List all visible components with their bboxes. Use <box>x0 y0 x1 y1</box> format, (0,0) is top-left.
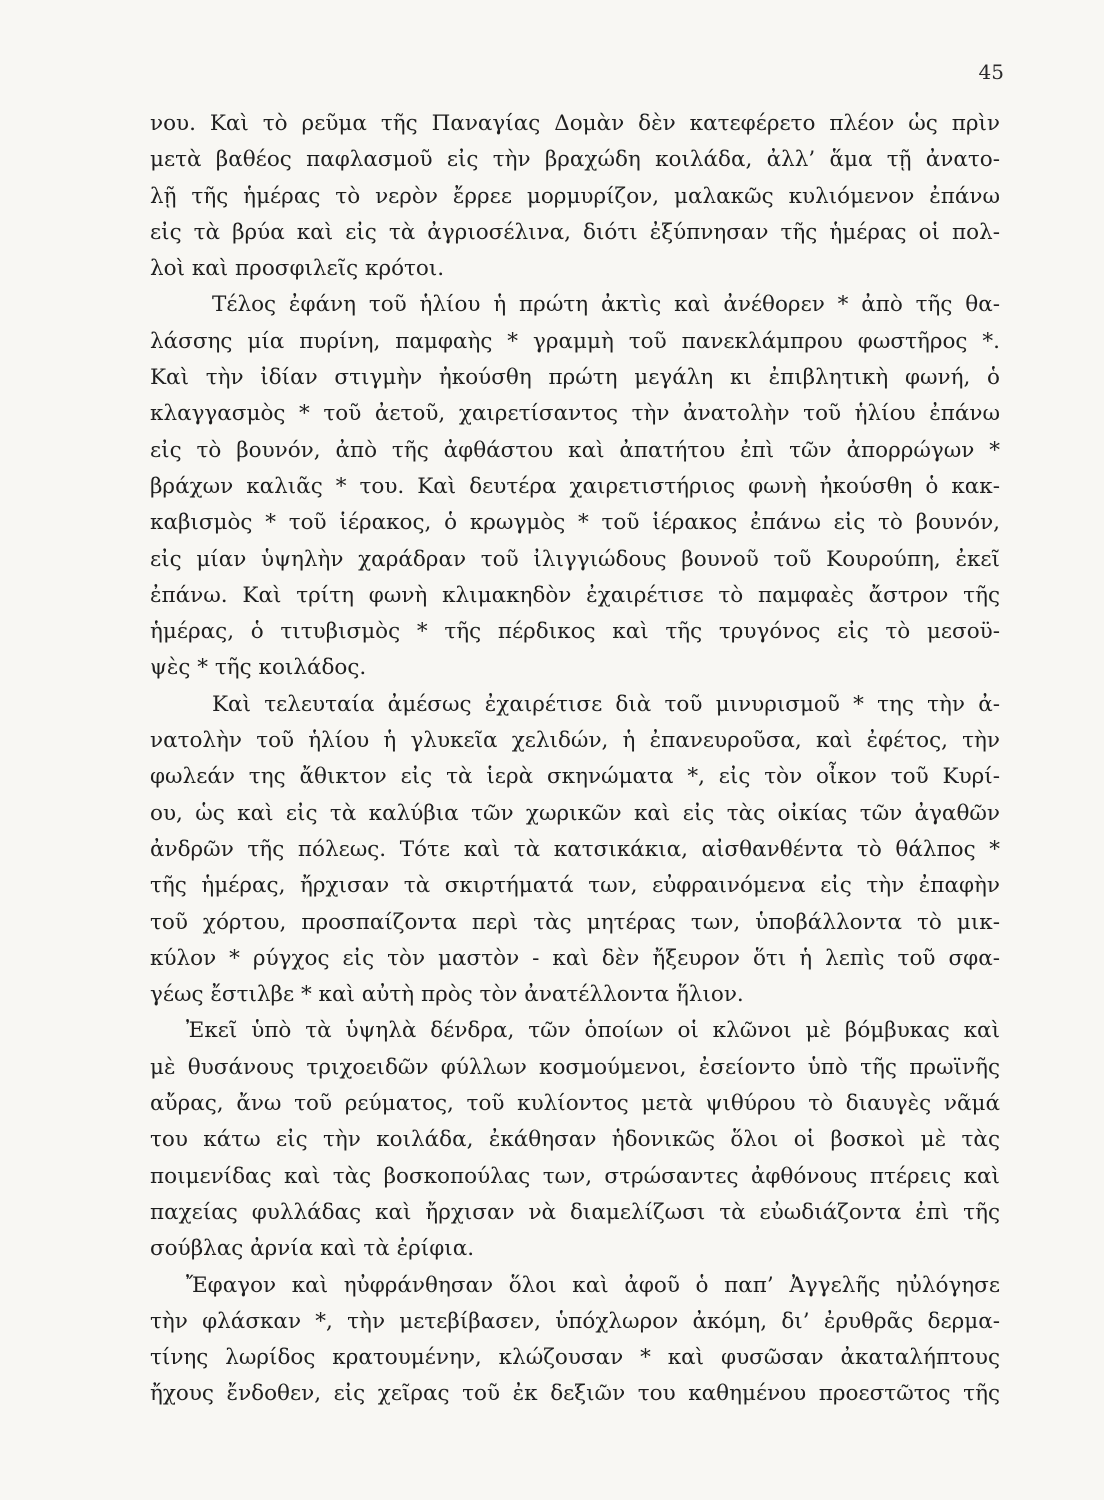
paragraph <box>150 106 1000 287</box>
text-line: εἰς τὸ βουνόν, ἀπὸ τῆς ἀφθάστου καὶ ἀπατήτου ἐπὶ τῶν ἀπορρώγων * <box>150 437 1000 463</box>
text-line: αὔρας, ἄνω τοῦ ρεύματος, τοῦ κυλίοντος μετὰ ψιθύρου τὸ διαυγὲς νᾶμά <box>150 1091 1000 1117</box>
text-line: φωλεάν της ἄθικτον εἰς τὰ ἱερὰ σκηνώματα *, εἰς τὸν οἶκον τοῦ Κυρί- <box>150 764 1000 790</box>
text-line: ου, ὡς καὶ εἰς τὰ καλύβια τῶν χωρικῶν καὶ εἰς τὰς οἰκίας τῶν ἀγαθῶν <box>150 800 1000 826</box>
text-line: ἀνδρῶν τῆς πόλεως. Τότε καὶ τὰ κατσικάκια, αἰσθανθέντα τὸ θάλπος * <box>150 836 1000 862</box>
text-line: εἰς τὰ βρύα καὶ εἰς τὰ ἀγριοσέλινα, διότι ἐξύπνησαν τῆς ἡμέρας οἱ πολ- <box>150 219 1000 245</box>
text-line: καβισμὸς * τοῦ ἱέρακος, ὁ κρωγμὸς * τοῦ ἱέρακος ἐπάνω εἰς τὸ βουνόν, <box>150 510 1000 536</box>
text-line: λῇ τῆς ἡμέρας τὸ νερὸν ἔρρεε μορμυρίζον, μαλακῶς κυλιόμενον ἐπάνω <box>150 183 1000 209</box>
text-line: Ἐκεῖ ὑπὸ τὰ ὑψηλὰ δένδρα, τῶν ὁποίων οἱ κλῶνοι μὲ βόμβυκας καὶ <box>186 1018 1000 1044</box>
page-number: 45 <box>978 60 1004 84</box>
paragraph <box>150 687 1000 1014</box>
text-line: ποιμενίδας καὶ τὰς βοσκοπούλας των, στρώσαντες ἀφθόνους πτέρεις καὶ <box>150 1163 1000 1189</box>
text-line: παχείας φυλλάδας καὶ ἤρχισαν νὰ διαμελίζωσι τὰ εὐωδιάζοντα ἐπὶ τῆς <box>150 1199 1000 1225</box>
text-line: ἡμέρας, ὁ τιτυβισμὸς * τῆς πέρδικος καὶ τῆς τρυγόνος εἰς τὸ μεσοϋ- <box>150 619 1000 645</box>
paragraph <box>150 1013 1000 1267</box>
text-line: ἤχους ἔνδοθεν, εἰς χεῖρας τοῦ ἐκ δεξιῶν του καθημένου προεστῶτος τῆς <box>150 1381 1000 1407</box>
text-line: μετὰ βαθέος παφλασμοῦ εἰς τὴν βραχώδη κοιλάδα, ἀλλ’ ἅμα τῇ ἀνατο- <box>150 147 1000 173</box>
text-line: κλαγγασμὸς * τοῦ ἀετοῦ, χαιρετίσαντος τὴν ἀνατολὴν τοῦ ἡλίου ἐπάνω <box>150 401 1000 427</box>
text-line: Καὶ τελευταία ἀμέσως ἐχαιρέτισε διὰ τοῦ μινυρισμοῦ * της τὴν ἀ- <box>212 691 1000 717</box>
text-line: λάσσης μία πυρίνη, παμφαὴς * γραμμὴ τοῦ πανεκλάμπρου φωστῆρος *. <box>150 328 1000 354</box>
text-line: ψὲς * τῆς κοιλάδος. <box>150 655 367 681</box>
text-line: Ἔφαγον καὶ ηὐφράνθησαν ὅλοι καὶ ἀφοῦ ὁ παπ’ Ἀγγελῆς ηὐλόγησε <box>186 1272 1000 1298</box>
text-line: του κάτω εἰς τὴν κοιλάδα, ἐκάθησαν ἡδονικῶς ὅλοι οἱ βοσκοὶ μὲ τὰς <box>150 1127 1000 1153</box>
text-line: Τέλος ἐφάνη τοῦ ἡλίου ἡ πρώτη ἀκτὶς καὶ ἀνέθορεν * ἀπὸ τῆς θα- <box>212 292 1000 318</box>
text-line: λοὶ καὶ προσφιλεῖς κρότοι. <box>150 256 445 282</box>
text-line: τὴν φλάσκαν *, τὴν μετεβίβασεν, ὑπόχλωρον ἀκόμη, δι’ ἐρυθρᾶς δερμα- <box>150 1308 1000 1334</box>
text-line: μὲ θυσάνους τριχοειδῶν φύλλων κοσμούμενοι, ἐσείοντο ὑπὸ τῆς πρωϊνῆς <box>150 1054 1000 1080</box>
text-line: βράχων καλιᾶς * του. Καὶ δευτέρα χαιρετιστήριος φωνὴ ἠκούσθη ὁ κακ- <box>150 473 1000 499</box>
text-line: τῆς ἡμέρας, ἤρχισαν τὰ σκιρτήματά των, εὐφραινόμενα εἰς τὴν ἐπαφὴν <box>150 873 1000 899</box>
paragraph <box>150 287 1000 686</box>
text-line: κύλον * ρύγχος εἰς τὸν μαστὸν - καὶ δὲν ἤξευρον ὅτι ἡ λεπὶς τοῦ σφα- <box>150 945 1000 971</box>
body-text <box>150 106 1000 1413</box>
text-line: νατολὴν τοῦ ἡλίου ἡ γλυκεῖα χελιδών, ἡ ἐπανευροῦσα, καὶ ἐφέτος, τὴν <box>150 728 1000 754</box>
text-line: εἰς μίαν ὑψηλὴν χαράδραν τοῦ ἰλιγγιώδους βουνοῦ τοῦ Κουρούπη, ἐκεῖ <box>150 546 1000 572</box>
text-line: τοῦ χόρτου, προσπαίζοντα περὶ τὰς μητέρας των, ὑποβάλλοντα τὸ μικ- <box>150 909 1000 935</box>
text-line: τίνης λωρίδος κρατουμένην, κλώζουσαν * καὶ φυσῶσαν ἀκαταλήπτους <box>150 1345 1000 1371</box>
paragraph <box>150 1268 1000 1413</box>
text-line: νου. Καὶ τὸ ρεῦμα τῆς Παναγίας Δομὰν δὲν κατεφέρετο πλέον ὡς πρὶν <box>150 111 1000 136</box>
text-line: γέως ἔστιλβε * καὶ αὐτὴ πρὸς τὸν ἀνατέλλοντα ἥλιον. <box>150 982 744 1008</box>
text-line: ἐπάνω. Καὶ τρίτη φωνὴ κλιμακηδὸν ἐχαιρέτισε τὸ παμφαὲς ἄστρον τῆς <box>150 582 1000 608</box>
text-line: σούβλας ἀρνία καὶ τὰ ἐρίφια. <box>150 1236 475 1262</box>
text-line: Καὶ τὴν ἰδίαν στιγμὴν ἠκούσθη πρώτη μεγάλη κι ἐπιβλητικὴ φωνή, ὁ <box>150 365 1000 391</box>
